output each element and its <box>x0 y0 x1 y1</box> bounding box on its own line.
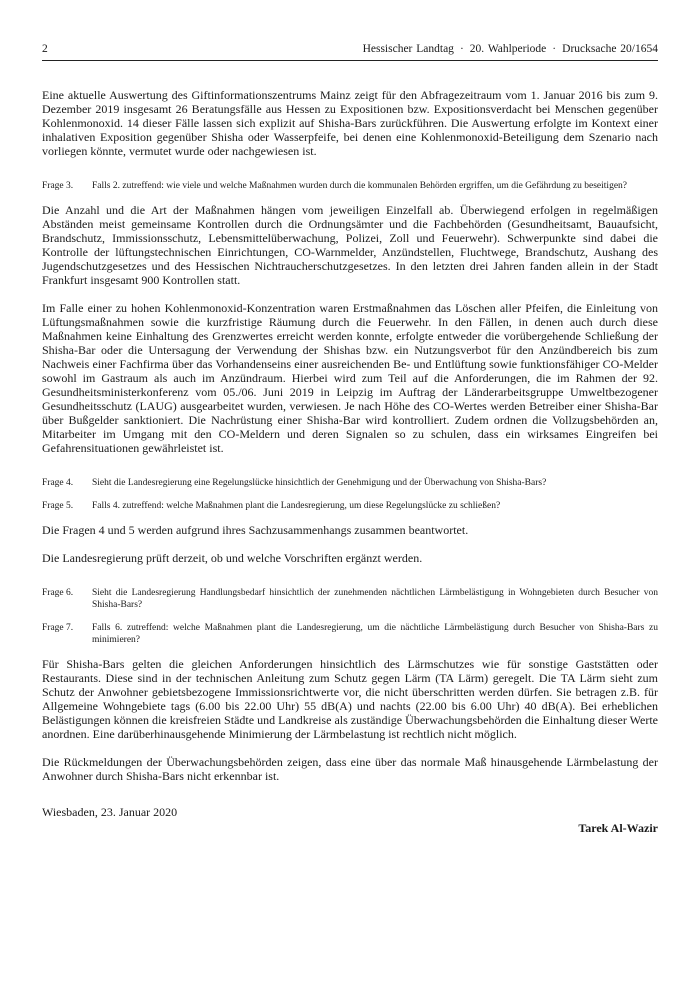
question-label: Frage 7. <box>42 623 74 633</box>
question-text: Falls 2. zutreffend: wie viele und welche Maßnahmen wurden durch die kommunalen Behörden ergriffen, um die Gefährdung zu beseitigen? <box>92 181 627 191</box>
signatory-name: Tarek Al-Wazir <box>578 821 658 835</box>
page-header <box>42 42 658 61</box>
question-text: Sieht die Landesregierung eine Regelungslücke hinsichtlich der Genehmigung und der Überwachung von Shisha-Bars? <box>92 478 547 488</box>
document-reference: Drucksache 20/1654 <box>562 43 658 55</box>
document-body <box>42 88 658 845</box>
running-head <box>363 43 658 55</box>
answer-questions-6-7-part-1: Für Shisha-Bars gelten die gleichen Anforderungen hinsichtlich des Lärmschutzes wie für sonstige Gaststätten oder Restaurants. Diese sind in der technischen Anleitung zum Schutz gegen Lärm (TA Lärm) geregelt. Die TA Lärm sieht zum Schutz der Anwohner gebietsbezogene Immissionsrichtwerte vor, die nicht überschritten werden dürfen. Sie betragen z.B. für Allgemeine Wohngebiete tags (6.00 bis 22.00 Uhr) 55 dB(A) und nachts (22.00 bis 6.00 Uhr) 40 dB(A). Bei erheblichen Belästigungen können die kreisfreien Städte und Landkreise als zuständige Überwachungsbehörden die Einhaltung dieser Werte anordnen. Eine darüberhinausgehende Minimierung der Lärmbelastung ist rechtlich nicht möglich. <box>42 657 658 741</box>
answer-questions-6-7-part-2: Die Rückmeldungen der Überwachungsbehörden zeigen, dass eine über das normale Maß hinausgehende Lärmbelastung der Anwohner durch Shisha-Bars nicht erkennbar ist. <box>42 755 658 783</box>
question-label: Frage 5. <box>42 501 74 511</box>
place-and-date: Wiesbaden, 23. Januar 2020 <box>42 805 178 819</box>
question-text: Falls 4. zutreffend: welche Maßnahmen plant die Landesregierung, um diese Regelungslücke zu schließen? <box>92 501 501 511</box>
legislative-period: 20. Wahlperiode <box>469 43 547 55</box>
question-label: Frage 4. <box>42 478 74 488</box>
answer-question-2: Eine aktuelle Auswertung des Giftinformationszentrums Mainz zeigt für den Abfragezeitraum vom 1. Januar 2016 bis zum 9. Dezember 2019 insgesamt 26 Beratungsfälle aus Hessen zu Expositionen bzw. Expositionsverdacht bei Menschen gegenüber Kohlenmonoxid. 14 dieser Fälle lassen sich explizit auf Shisha-Bars zurückführen. Die Auswertung erfolgte im Kontext einer inhalativen Exposition gegenüber Shisha oder Wasserpfeife, bei denen eine Kohlenmonoxid-Beteiligung dem Szenario nach vorliegen könnte, vermutet wurde oder nachgewiesen ist. <box>42 88 658 158</box>
question-text: Falls 6. zutreffend: welche Maßnahmen plant die Landesregierung, um die nächtliche Lärmbelästigung durch Besucher von Shisha-Bars zu minimieren? <box>92 623 658 645</box>
question-label: Frage 3. <box>42 181 74 191</box>
page-number: 2 <box>42 43 48 55</box>
question-6 <box>42 587 658 611</box>
answer-question-3-part-1: Die Anzahl und die Art der Maßnahmen hängen vom jeweiligen Einzelfall ab. Überwiegend erfolgen in regelmäßigen Abständen meist gemeinsame Kontrollen durch die Ordnungsämter und die Fachbehörden (Gesundheitsamt, Bauaufsicht, Brandschutz, Immissionsschutz, Lebensmittelüberwachung, Polizei, Zoll und Feuerwehr). Schwerpunkte sind dabei die Kontrolle der lüftungstechnischen Einrichtungen, CO-Warnmelder, Anzündstellen, Fluchtwege, Brandschutz, Aushang des Jugendschutzgesetzes und des Hessischen Nichtraucherschutzgesetzes. In den letzten drei Jahren fanden allein in der Stadt Frankfurt insgesamt 900 Kontrollen statt. <box>42 203 658 287</box>
answer-questions-4-5: Die Landesregierung prüft derzeit, ob und welche Vorschriften ergänzt werden. <box>42 551 423 565</box>
parliament-name: Hessischer Landtag <box>362 43 454 55</box>
header-separator: · <box>552 43 557 55</box>
question-4 <box>42 477 658 489</box>
closing-block <box>42 805 658 845</box>
question-text: Sieht die Landesregierung Handlungsbedarf hinsichtlich der zunehmenden nächtlichen Lärmbelästigung in Wohngebieten durch Besucher von Shisha-Bars? <box>92 588 658 610</box>
answer-questions-4-5-intro: Die Fragen 4 und 5 werden aufgrund ihres Sachzusammenhangs zusammen beantwortet. <box>42 523 469 537</box>
header-separator: · <box>459 43 464 55</box>
answer-question-3-part-2: Im Falle einer zu hohen Kohlenmonoxid-Konzentration waren Erstmaßnahmen das Löschen aller Pfeifen, die Einleitung von Lüftungsmaßnahmen sowie die kurzfristige Räumung durch die Feuerwehr. In den Fällen, in denen auch durch diese Maßnahmen keine Einhaltung des Grenzwertes erreicht werden konnte, erfolgte entweder die vorübergehende Schließung der Shisha-Bar oder die Untersagung der Verwendung der Shishas bzw. ein Nutzungsverbot für den Anzündbereich bis zum Nachweis einer Fachfirma über das Vorhandenseins einer ausreichenden Be- und Entlüftung sowie funktionsfähiger CO-Melder sowohl im Gastraum als auch im Anzündraum. Hierbei wird zum Teil auf die Anforderungen, die im Rahmen der 92. Gesundheitsministerkonferenz vom 05./06. Juni 2019 in Leipzig im Auftrag der Länderarbeitsgruppe Umweltbezogener Gesundheitsschutz (LAUG) ausgearbeitet wurden, verwiesen. Je nach Höhe des CO-Wertes werden Betreiber einer Shisha-Bar über Bußgelder sanktioniert. Die Nachrüstung einer Shisha-Bar wird kontrolliert. Zudem ordnen die Vollzugsbehörden an, Mitarbeiter im Umgang mit den CO-Meldern und deren Signalen so zu schulen, dass ein wirksames Eingreifen bei Gefahrensituationen gewährleistet ist. <box>42 301 658 455</box>
question-5 <box>42 500 658 512</box>
question-7 <box>42 622 658 646</box>
question-3 <box>42 180 658 192</box>
question-label: Frage 6. <box>42 588 74 598</box>
